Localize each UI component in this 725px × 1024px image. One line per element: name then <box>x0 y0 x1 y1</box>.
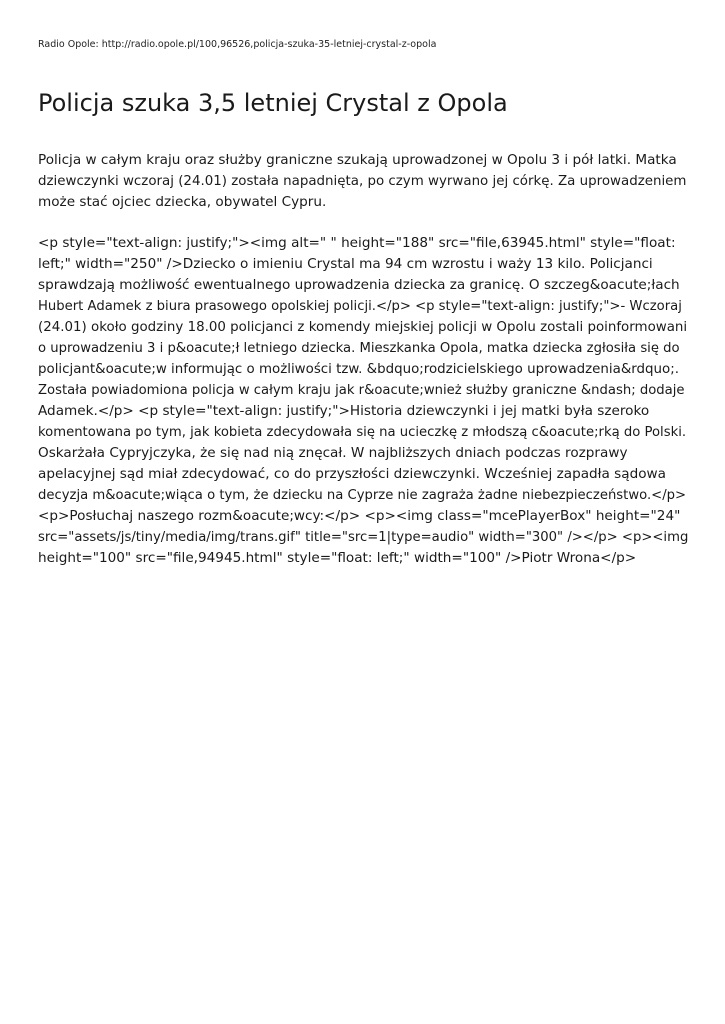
body-line: Hubert Adamek z biura prasowego opolskiej policji.</p> <p style="text-align: justify;">- Wczoraj <box>38 299 682 314</box>
body-line: Oskarżała Cypryjczyka, że się nad nią znęcał. W najbliższych dniach podczas rozprawy <box>38 445 628 461</box>
body-line: Została powiadomiona policja w całym kraju jak r&oacute;wnież służby graniczne &ndash; dodaje <box>38 383 685 398</box>
body-line: src="assets/js/tiny/media/img/trans.gif" title="src=1|type=audio" width="300" /></p> <p><img <box>38 530 689 545</box>
article-title: Policja szuka 3,5 letniej Crystal z Opola <box>38 89 508 117</box>
source-url-header: Radio Opole: http://radio.opole.pl/100,96526,policja-szuka-35-letniej-crystal-z-opola <box>38 39 437 50</box>
body-line: (24.01) około godziny 18.00 policjanci z komendy miejskiej policji w Opolu zostali poinformowani <box>38 320 688 335</box>
body-line: policjant&oacute;w informując o możliwości tzw. &bdquo;rodzicielskiego uprowadzenia&rdquo;. <box>38 362 679 377</box>
body-line: o uprowadzeniu 3 i p&oacute;ł letniego dziecka. Mieszkanka Opola, matka dziecka zgłosiła się do <box>38 341 680 356</box>
body-line: apelacyjnej sąd miał zdecydować, co do przyszłości dziewczynki. Wcześniej zapadła sądowa <box>38 466 666 482</box>
body-line: sprawdzają możliwość ewentualnego uprowadzenia dziecka za granicę. O szczeg&oacute;łach <box>38 277 680 293</box>
body-line: komentowana po tym, jak kobieta zdecydowała się na ucieczkę z młodszą c&oacute;rką do Polski. <box>38 425 687 440</box>
body-line: <p style="text-align: justify;"><img alt=" " height="188" src="file,63945.html" style="float: <box>38 235 676 251</box>
body-line: left;" width="250" />Dziecko o imieniu Crystal ma 94 cm wzrostu i waży 13 kilo. Policjanci <box>38 256 653 272</box>
lead-line: Policja w całym kraju oraz służby graniczne szukają uprowadzonej w Opolu 3 i pół latki. Matka <box>38 152 677 168</box>
article-body-raw-html <box>38 233 688 569</box>
body-line: height="100" src="file,94945.html" style="float: left;" width="100" />Piotr Wrona</p> <box>38 550 637 566</box>
body-line: decyzja m&oacute;wiąca o tym, że dziecku na Cyprze nie zagraża żadne niebezpieczeństwo.</p> <box>38 488 687 503</box>
lead-line: może stać ojciec dziecka, obywatel Cypru. <box>38 194 327 210</box>
body-line: Adamek.</p> <p style="text-align: justify;">Historia dziewczynki i jej matki była szeroko <box>38 403 650 419</box>
body-line: <p>Posłuchaj naszego rozm&oacute;wcy:</p> <p><img class="mcePlayerBox" height="24" <box>38 508 681 524</box>
lead-line: dziewczynki wczoraj (24.01) została napadnięta, po czym wyrwano jej córkę. Za uprowadzeniem <box>38 174 687 189</box>
article-lead <box>38 150 688 213</box>
